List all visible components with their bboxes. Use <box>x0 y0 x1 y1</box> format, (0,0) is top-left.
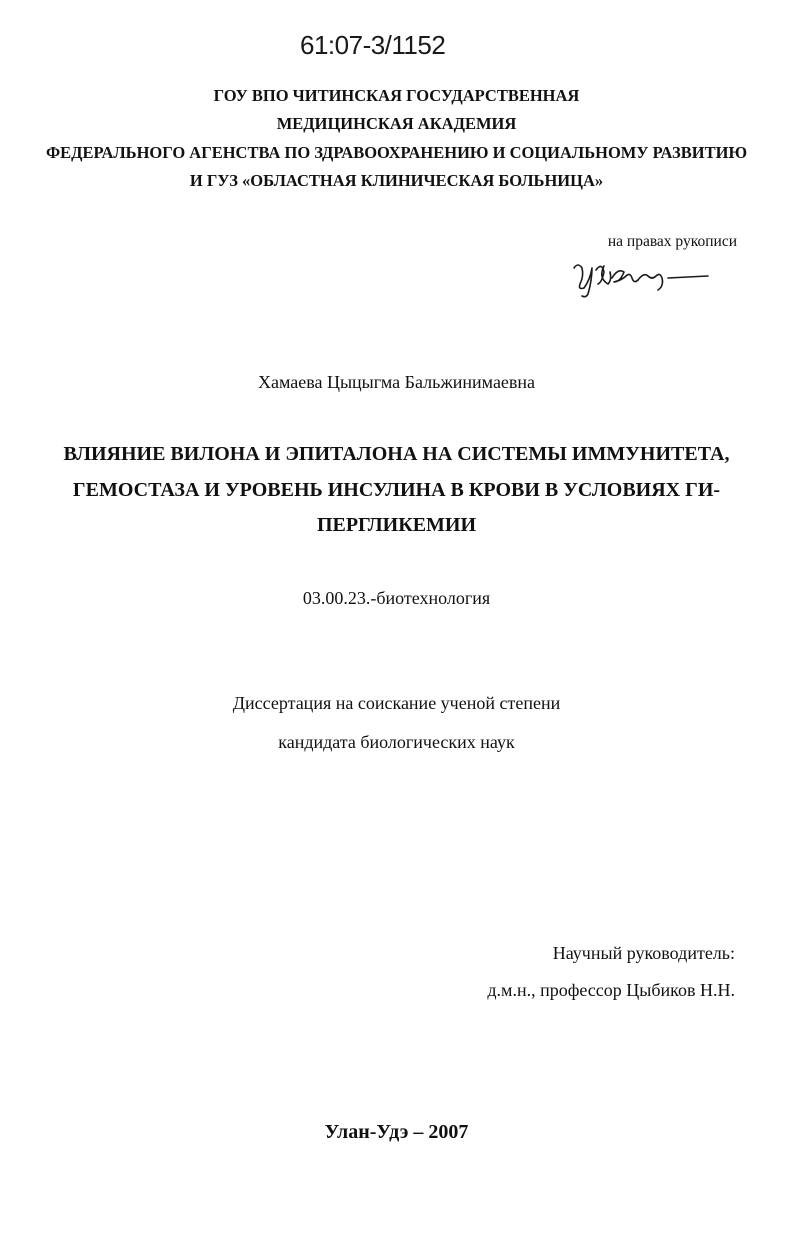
supervisor-label: Научный руководитель: <box>552 943 735 963</box>
dissertation-title-line: ПЕРГЛИКЕМИИ <box>316 514 477 536</box>
degree-line: кандидата биологических наук <box>278 732 515 752</box>
city-year: Улан-Удэ – 2007 <box>324 1121 469 1143</box>
institution-line: И ГУЗ «ОБЛАСТНАЯ КЛИНИЧЕСКАЯ БОЛЬНИЦА» <box>189 171 604 190</box>
institution-line: МЕДИЦИНСКАЯ АКАДЕМИЯ <box>276 114 517 133</box>
manuscript-note: на правах рукописи <box>607 233 737 250</box>
institution-line: ГОУ ВПО ЧИТИНСКАЯ ГОСУДАРСТВЕННАЯ <box>213 86 580 105</box>
degree-line: Диссертация на соискание ученой степени <box>232 693 561 713</box>
dissertation-title-line: ГЕМОСТАЗА И УРОВЕНЬ ИНСУЛИНА В КРОВИ В УСЛОВИЯХ ГИ- <box>72 479 721 501</box>
institution-line: ФЕДЕРАЛЬНОГО АГЕНСТВА ПО ЗДРАВООХРАНЕНИЮ И СОЦИАЛЬНОМУ РАЗВИТИЮ <box>45 143 748 162</box>
handwritten-signature <box>568 250 718 300</box>
supervisor-name: д.м.н., профессор Цыбиков Н.Н. <box>487 980 735 1000</box>
dissertation-title-line: ВЛИЯНИЕ ВИЛОНА И ЭПИТАЛОНА НА СИСТЕМЫ ИММУНИТЕТА, <box>63 443 730 465</box>
specialty-code: 03.00.23.-биотехнология <box>302 588 491 608</box>
author-name: Хамаева Цыцыгма Бальжинимаевна <box>257 372 536 392</box>
call-number: 61:07-3/1152 <box>300 30 446 60</box>
